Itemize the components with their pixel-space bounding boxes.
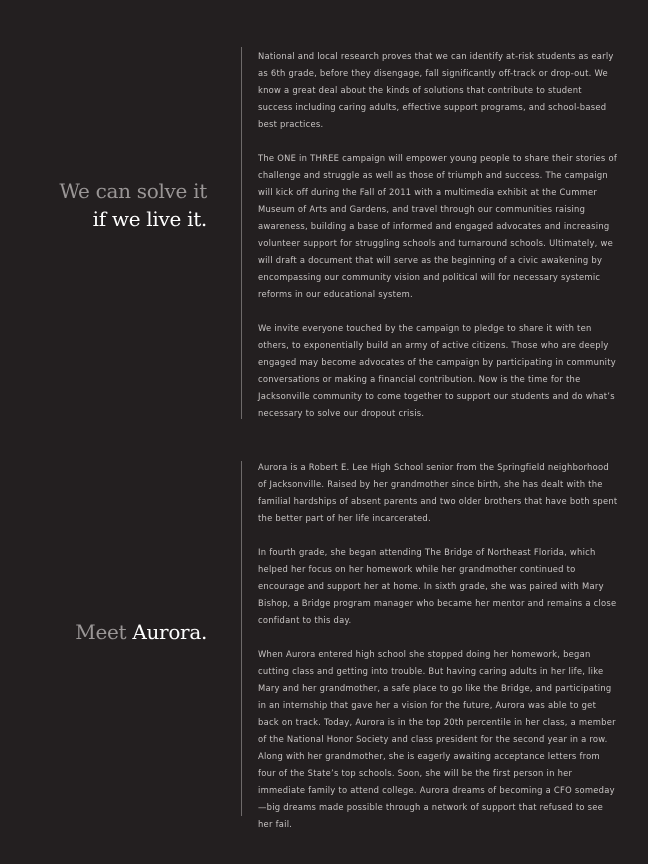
headline-line-1: We can solve it: [59, 179, 207, 203]
paragraph: When Aurora entered high school she stopped doing her homework, began cutting class and getting into trouble. But having caring adults in her life, like Mary and her grandmother, a safe place to go like the Bridge, and participating in an internship that gave her a vision for the future, Aurora was able to get back on track. Today, Aurora is in the top 20th percentile in her class, a member of the National Honor Society and class president for the second year in a row. Along with her grandmother, she is eagerly awaiting acceptance letters from four of the State’s top schools. Soon, she will be the first person in her immediate family to attend college. Aurora dreams of becoming a CFO someday—big dreams made possible through a network of support that refused to see her fail.: [258, 649, 616, 829]
headline-we-can-solve-it: [59, 177, 207, 233]
headline-line-2: if we live it.: [92, 207, 207, 231]
headline-prefix: Meet: [75, 620, 127, 644]
divider-rule: [241, 47, 242, 419]
paragraph: We invite everyone touched by the campaign to pledge to share it with ten others, to exponentially build an army of active citizens. Those who are deeply engaged may become advocates of the campaign by participating in community conversations or making a financial contribution. Now is the time for the Jacksonville community to come together to support our students and do what’s necessary to solve our dropout crisis.: [258, 323, 616, 418]
divider-rule: [241, 461, 242, 816]
intro-body-text: [258, 48, 618, 422]
paragraph: The ONE in THREE campaign will empower young people to share their stories of challenge and struggle as well as those of triumph and success. The campaign will kick off during the Fall of 2011 with a multimedia exhibit at the Cummer Museum of Arts and Gardens, and travel through our communities raising awareness, building a base of informed and engaged advocates and increasing volunteer support for struggling schools and turnaround schools. Ultimately, we will draft a document that will serve as the beginning of a civic awakening by encompassing our community vision and political will for necessary systemic reforms in our educational system.: [258, 153, 618, 299]
paragraph: National and local research proves that we can identify at-risk students as early as 6th grade, before they disengage, fall significantly off-track or drop-out. We know a great deal about the kinds of solutions that contribute to student success including caring adults, effective support programs, and school-based best practices.: [258, 51, 614, 129]
headline-name: Aurora.: [132, 620, 207, 644]
paragraph: In fourth grade, she began attending The Bridge of Northeast Florida, which helped her focus on her homework while her grandmother continued to encourage and support her at home. In sixth grade, she was paired with Mary Bishop, a Bridge program manager who became her mentor and remains a close confidant to this day.: [258, 547, 617, 625]
headline-meet-aurora: [75, 618, 207, 646]
aurora-story-text: [258, 459, 618, 833]
paragraph: Aurora is a Robert E. Lee High School senior from the Springfield neighborhood of Jacksonville. Raised by her grandmother since birth, she has dealt with the familial hardships of absent parents and two older brothers that have both spent the better part of her life incarcerated.: [258, 462, 618, 523]
